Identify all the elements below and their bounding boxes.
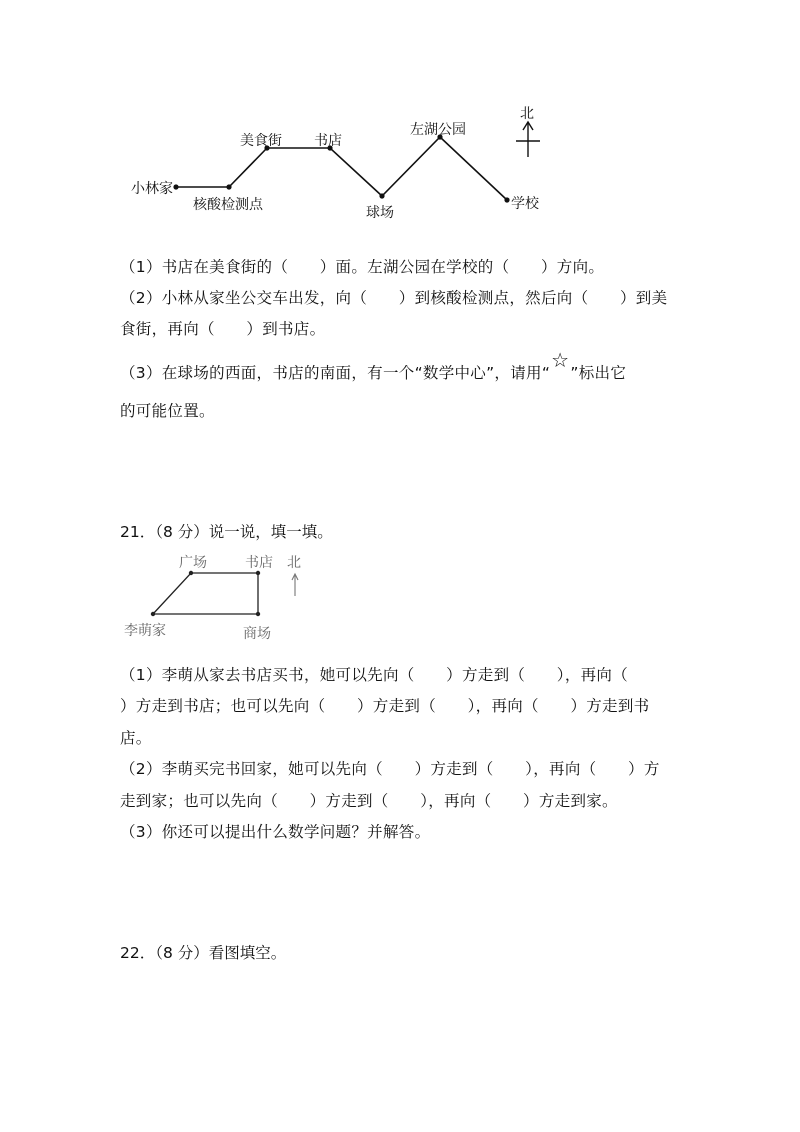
q20-line-4a: （3）在球场的西面，书店的南面，有一个“数学中心”，请用“ (120, 364, 551, 382)
label-xiaolin-home: 小林家 (131, 181, 173, 197)
label-school: 学校 (511, 196, 539, 212)
label-home: 李萌家 (124, 623, 166, 639)
q21-line-2: ）方走到书店；也可以先向（ ）方走到（ ），再向（ ）方走到书 (120, 697, 650, 715)
q20-line-1: （1）书店在美食街的（ ）面。左湖公园在学校的（ ）方向。 (120, 258, 605, 276)
q20-line-2: （2）小林从家坐公交车出发，向（ ）到核酸检测点，然后向（ ）到美 (120, 289, 668, 307)
walk-map-shape (153, 573, 258, 614)
q21-title: 21．（8 分）说一说，填一填。 (120, 523, 333, 541)
q21-line-4: （2）李萌买完书回家，她可以先向（ ）方走到（ ），再向（ ）方 (120, 760, 660, 778)
q21-line-1: （1）李萌从家去书店买书，她可以先向（ ）方走到（ ），再向（ (120, 666, 629, 684)
label-food-street: 美食街 (240, 133, 282, 149)
point-home (151, 612, 155, 616)
label-test-point: 核酸检测点 (193, 197, 263, 213)
q22-title: 22．（8 分）看图填空。 (120, 944, 287, 962)
q21-line-5: 走到家；也可以先向（ ）方走到（ ），再向（ ）方走到家。 (120, 792, 618, 810)
q21-line-3: 店。 (120, 729, 152, 747)
label-north-2: 北 (287, 555, 301, 571)
star-icon: ☆ (551, 348, 570, 372)
north-arrow-icon-2 (292, 574, 298, 596)
q21-line-6: （3）你还可以提出什么数学问题？并解答。 (120, 823, 431, 841)
label-lake-park: 左湖公园 (410, 122, 466, 138)
label-mall: 商场 (243, 626, 271, 642)
label-ballfield: 球场 (366, 205, 394, 221)
label-bookstore-2: 书店 (245, 555, 273, 571)
label-north: 北 (520, 106, 534, 122)
label-plaza: 广场 (179, 555, 207, 571)
q20-line-3: 食街，再向（ ）到书店。 (120, 320, 326, 338)
q20-line-4b: ”标出它 (570, 364, 627, 382)
label-bookstore: 书店 (314, 133, 342, 149)
point-mall (256, 612, 260, 616)
q20-line-5: 的可能位置。 (120, 402, 215, 420)
